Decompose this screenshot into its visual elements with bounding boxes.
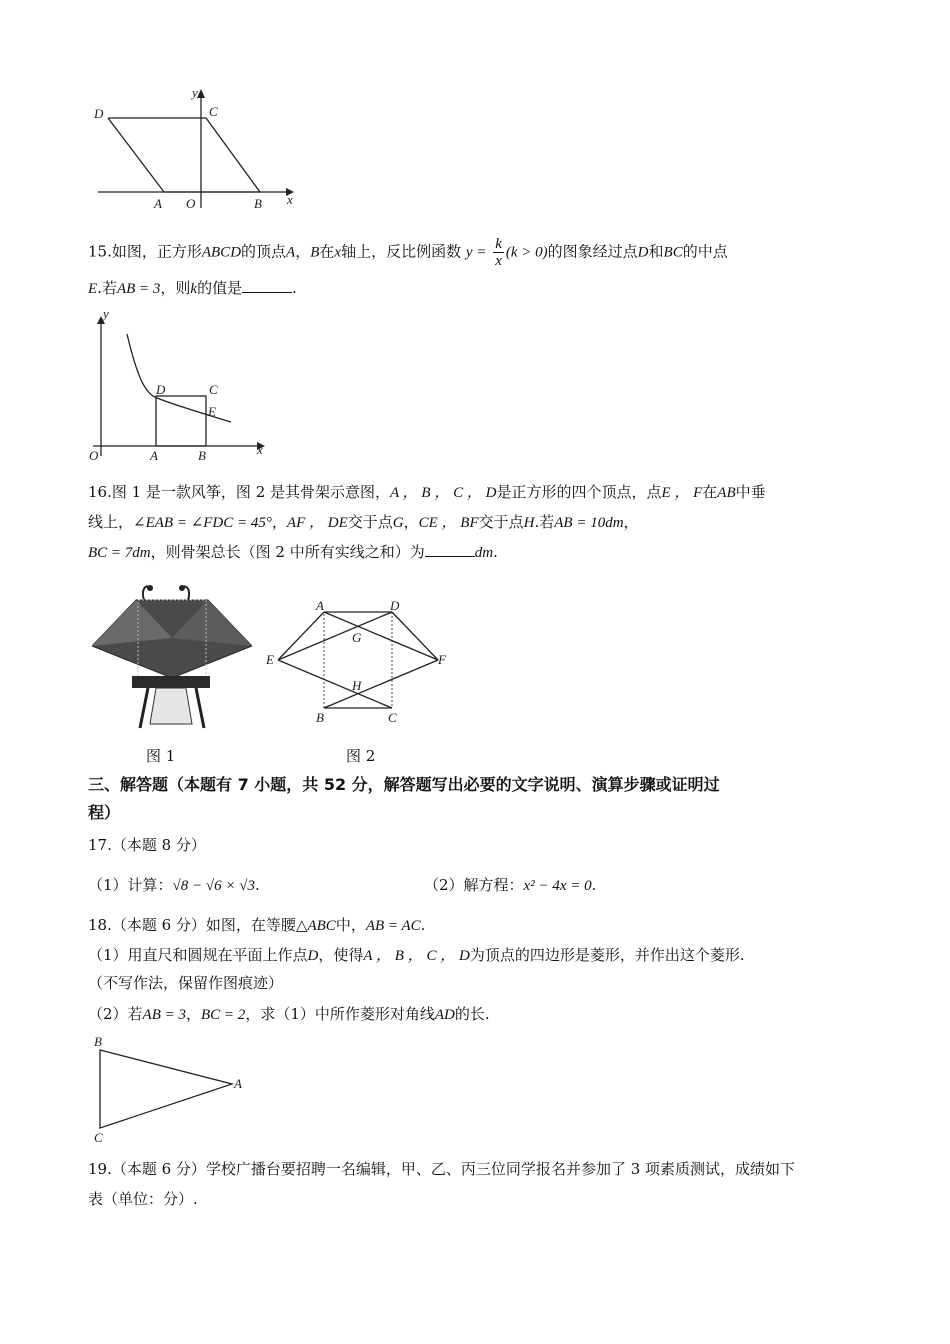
label-g: G — [352, 630, 362, 645]
q19-line2: 表（单位：分）. — [88, 1190, 198, 1208]
segment-ae — [278, 612, 324, 660]
fraction-k-over-x: $\frac{k}{x}$ — [495, 236, 502, 269]
kite-photo — [92, 578, 252, 730]
label-c: C — [388, 710, 397, 725]
label-a: A — [150, 448, 158, 463]
triangle-abc — [100, 1050, 232, 1128]
label-b: B — [94, 1034, 102, 1049]
label-d: D — [156, 382, 166, 397]
kite-tail — [150, 688, 192, 724]
q18-part2: （2）若AB = 3，BC = 2，求（1）中所作菱形对角线AD的长. — [88, 1005, 490, 1023]
label-h: H — [352, 678, 362, 693]
label-d: D — [94, 106, 104, 121]
label-f: F — [438, 652, 446, 667]
segment-fb — [324, 660, 438, 708]
kite-leg-right — [196, 688, 204, 728]
label-x: x — [287, 192, 293, 207]
q18-part1-note: （不写作法，保留作图痕迹） — [88, 974, 284, 992]
label-a: A — [316, 598, 324, 613]
label-o: O — [89, 448, 99, 463]
answer-blank — [425, 542, 475, 557]
figure-q14 — [88, 84, 308, 214]
caption-figure-1: 图 1 — [146, 747, 176, 765]
q16-line2: 线上，∠EAB = ∠FDC = 45°，AF ， DE交于点G，CE ， BF交于点H.若AB = 10dm， — [88, 513, 639, 531]
figure-q15 — [85, 306, 275, 466]
kite-antenna-tip — [179, 585, 185, 591]
square-abcd — [156, 396, 206, 446]
segment-af — [324, 612, 438, 660]
figure-q18-triangle — [88, 1034, 258, 1146]
q18-part1: （1）用直尺和圆规在平面上作点D，使得A ， B ， C ， D为顶点的四边形是菱形，并作出这个菱形. — [88, 946, 745, 964]
q17-part2: （2）解方程：x² − 4x = 0. — [424, 876, 597, 894]
parallelogram-abcd — [108, 118, 260, 192]
label-a: A — [234, 1076, 242, 1091]
answer-blank — [242, 278, 292, 293]
q17-heading: 17.（本题 8 分） — [88, 836, 206, 854]
kite-leg-left — [140, 688, 148, 728]
label-c: C — [94, 1130, 103, 1145]
q17-part1: （1）计算：√8 − √6 × √3. — [88, 876, 260, 894]
label-b: B — [316, 710, 324, 725]
label-e: E — [208, 404, 216, 419]
q15-line2: E.若AB = 3，则k的值是 . — [88, 279, 297, 297]
q18-heading: 18.（本题 6 分）如图，在等腰△ABC中，AB = AC. — [88, 916, 426, 934]
q15-line1: 15.如图，正方形ABCD的顶点A，B在x轴上，反比例函数 y = $\frac{k}{x}$ (k > 0)的图象经过点D和BC的中点 — [88, 236, 728, 269]
label-c: C — [209, 382, 218, 397]
caption-figure-2: 图 2 — [346, 747, 376, 765]
label-o: O — [186, 196, 196, 211]
label-y: y — [192, 85, 198, 100]
q16-line1: 16.图 1 是一款风筝，图 2 是其骨架示意图，A ， B ， C ， D是正方形的四个顶点，点E ， F在AB中垂 — [88, 483, 766, 501]
kite-antenna-tip — [147, 585, 153, 591]
section3-heading-line2: 程） — [88, 803, 121, 822]
y-axis-arrow — [197, 89, 205, 98]
segment-de — [278, 612, 392, 660]
label-b: B — [254, 196, 262, 211]
q19-line1: 19.（本题 6 分）学校广播台要招聘一名编辑，甲、乙、丙三位同学报名并参加了 3 项素质测试，成绩如下 — [88, 1160, 796, 1178]
segment-df — [392, 612, 438, 660]
segment-ec — [278, 660, 392, 708]
q16-line3: BC = 7dm，则骨架总长（图 2 中所有实线之和）为 dm. — [88, 543, 498, 561]
label-y: y — [103, 306, 109, 321]
figure-q16-skeleton — [262, 598, 454, 726]
label-a: A — [154, 196, 162, 211]
label-b: B — [198, 448, 206, 463]
kite-tail-bar — [132, 676, 210, 688]
label-x: x — [257, 442, 263, 457]
label-e: E — [266, 652, 274, 667]
section3-heading-line1: 三、解答题（本题有 7 小题，共 52 分，解答题写出必要的文字说明、演算步骤或证明过 — [88, 775, 720, 794]
label-c: C — [209, 104, 218, 119]
label-d: D — [390, 598, 400, 613]
